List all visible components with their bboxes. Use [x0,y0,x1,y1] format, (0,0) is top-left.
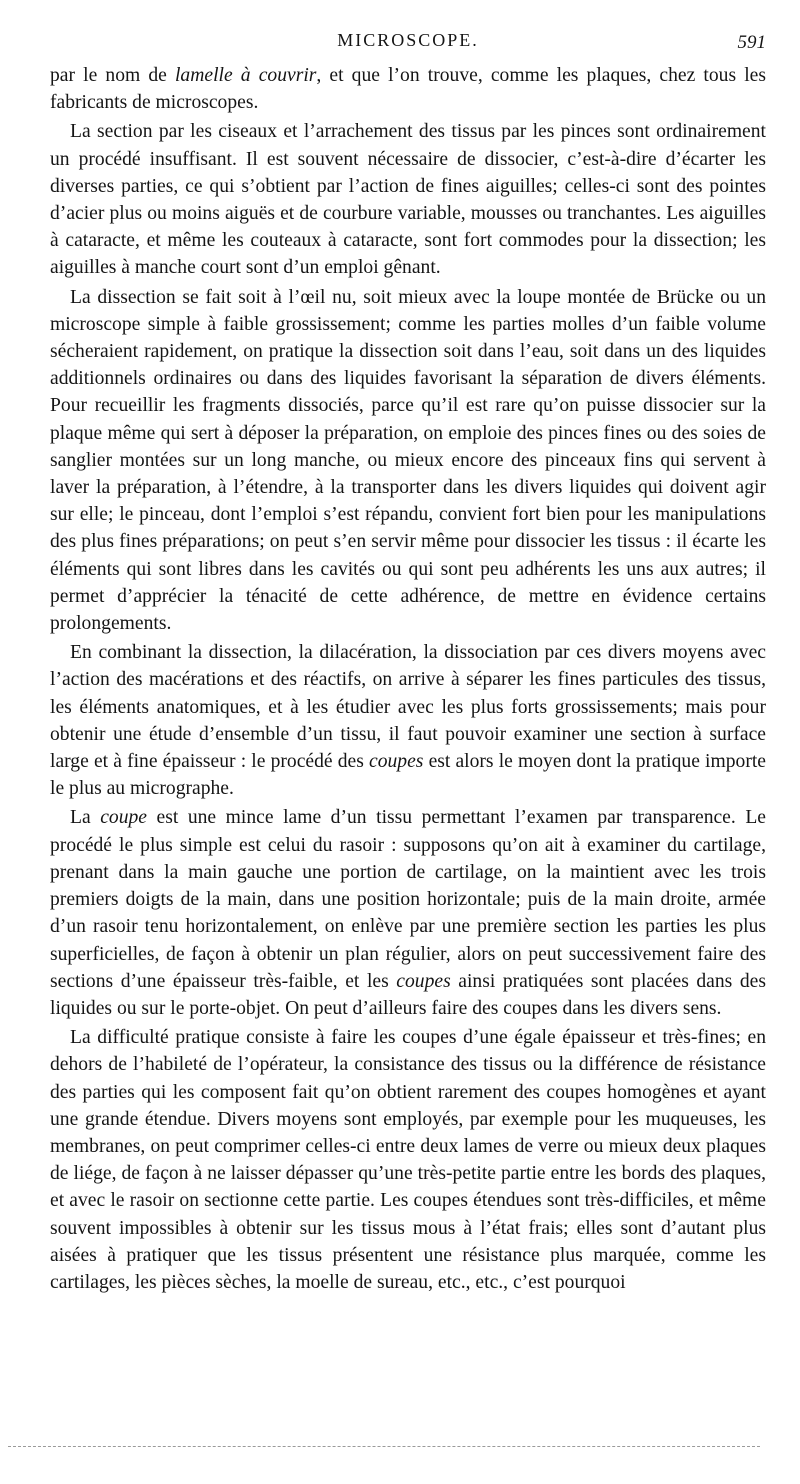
paragraph [50,639,766,802]
body-text [50,62,766,1296]
paragraph [50,62,766,116]
text-run: La difficulté pratique consiste à faire les coupes d’une égale épaisseur et très-fines; en dehors de l’habileté de l’opérateur, la consistance des tissus ou la différence de résistance des parties qui les composent fait qu’on obtient rarement des coupes homogènes et ayant une grande étendue. Divers moyens sont employés, par exemple pour les muqueuses, les membranes, on peut comprimer celles-ci entre deux lames de verre ou mieux deux plaques de liége, de façon à ne laisser dépasser qu’une très-petite partie entre les bords des plaques, et avec le rasoir on sectionne cette partie. Les coupes étendues sont très-difficiles, et même souvent impossibles à obtenir sur les tissus mous à l’état frais; elles sont d’autant plus aisées à pratiquer que les tissus présentent une résistance plus marquée, comme les cartilages, les pièces sèches, la moelle de sureau, etc., etc., c’est pourquoi [50,1027,766,1293]
paragraph [50,284,766,638]
footer-rule [8,1446,760,1447]
text-run: La [70,807,101,829]
italic-term: coupes [396,970,451,992]
running-head [50,30,766,58]
text-run: La section par les ciseaux et l’arrachement des tissus par les pinces sont ordinairement un procédé insuffisant. Il est souvent nécessaire de dissocier, c’est-à-dire d’écarter les diverses parties, ce qui s’obtient par l’action de fines aiguilles; celles-ci sont des pointes d’acier plus ou moins aiguës et de courbure variable, mousses ou tranchantes. Les aiguilles à cataracte, et même les couteaux à cataracte, sont fort commodes pour la dissection; les aiguilles à manche court sont d’un emploi gênant. [50,121,766,279]
italic-term: lamelle à couvrir [174,65,317,86]
running-head-title: MICROSCOPE. [337,30,479,50]
page-number: 591 [737,32,766,53]
italic-term: coupes [369,751,424,773]
text-run: par le nom de [50,65,175,86]
text-run: La dissection se fait soit à l’œil nu, soit mieux avec la loupe montée de Brücke ou un microscope simple à faible grossissement; comme les parties molles d’un faible volume sécheraient rapidement, on pratique la dissection soit dans l’eau, soit dans un des liquides additionnels ordinaires ou dans des liquides favorisant la séparation de divers éléments. Pour recueillir les fragments dissociés, parce qu’il est rare qu’on puisse dissocier sur la plaque même qui sert à déposer la préparation, on emploie des pinces fines ou des soies de sanglier montées sur un long manche, ou mieux encore des pinceaux fins qui servent à laver la préparation, à l’étendre, à la transporter dans les divers liquides qui doivent agir sur elle; le pinceau, dont l’emploi s’est répandu, convient fort bien pour les manipulations des plus fines préparations; on peut s’en servir même pour dissocier les tissus : il écarte les éléments qui sont libres dans les cavités ou qui sont peu adhérents les uns aux autres; il permet d’apprécier la ténacité de cette adhérence, de mettre en évidence certains prolongements. [50,286,766,635]
paragraph [50,118,766,281]
paragraph [50,1024,766,1296]
paragraph [50,804,766,1022]
text-run: En combinant la dissection, la dilacération, la dissociation par ces divers moyens avec l’action des macérations et des réactifs, on arrive à séparer les fines particules des tissus, les éléments anatomiques, et à les étudier avec les plus forts grossissements; mais pour obtenir une étude d’ensemble d’un tissu, il faut pouvoir examiner une section à surface large et à fine épaisseur : le procédé des [50,642,766,773]
text-run: , et que l’on trouve, comme les plaques, chez tous les fabricants de microscopes. [50,65,766,114]
italic-term: coupe [100,807,147,829]
text-run: ainsi pratiquées sont placées dans des liquides ou sur le porte-objet. On peut d’ailleurs faire des coupes dans les divers sens. [50,970,766,1019]
text-run: est alors le moyen dont la pratique importe le plus au micrographe. [50,751,766,800]
text-run: est une mince lame d’un tissu permettant l’examen par transparence. Le procédé le plus simple est celui du rasoir : supposons qu’on ait à examiner du cartilage, prenant dans la main gauche une portion de cartilage, on la maintient avec les trois premiers doigts de la main, dans une position horizontale; puis de la main droite, armée d’un rasoir tenu horizontalement, on enlève par une première section les parties les plus superficielles, de façon à obtenir un plan régulier, alors on peut successivement faire des sections d’une épaisseur très-faible, et les [50,807,766,992]
